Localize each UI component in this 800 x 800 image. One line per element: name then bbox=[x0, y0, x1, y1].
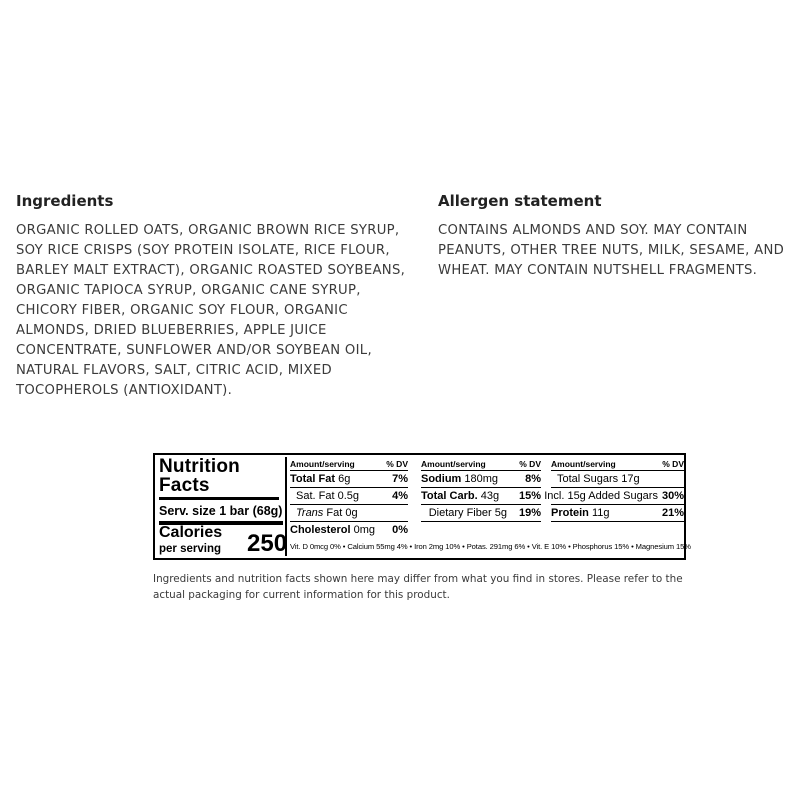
amount-header: Amount/serving bbox=[290, 459, 355, 469]
nutrient-dv: 4% bbox=[392, 490, 408, 502]
nutrient-amount: 17g bbox=[621, 473, 640, 485]
nutrient-name: Dietary Fiber bbox=[428, 507, 492, 519]
nutrient-dv: 19% bbox=[518, 507, 541, 519]
vitamins-minerals: Vit. D 0mcg 0% • Calcium 55mg 4% • Iron 2mg 10% • Potas. 291mg 6% • Vit. E 10% • Phosphorus 15% • Magnesium 15% bbox=[290, 542, 691, 551]
nutrient-name: Incl. 15g Added Sugars bbox=[544, 490, 658, 502]
nutrient-amount: 0.5g bbox=[337, 490, 360, 502]
row-total-sugars bbox=[551, 471, 684, 488]
nutrient-dv: 30% bbox=[661, 490, 684, 502]
allergen-section bbox=[438, 191, 788, 281]
dv-header: % DV bbox=[662, 459, 684, 469]
nutrient-amount: 5g bbox=[494, 507, 507, 519]
amount-header: Amount/serving bbox=[421, 459, 486, 469]
row-added-sugars bbox=[544, 488, 684, 505]
nutrient-amount: 11g bbox=[591, 507, 610, 519]
nutrient-dv: 7% bbox=[392, 473, 408, 485]
calories-label: Calories bbox=[159, 524, 223, 541]
nutrient-column-3 bbox=[544, 459, 684, 522]
nutrition-title-line1: Nutrition bbox=[159, 456, 240, 477]
dv-header: % DV bbox=[386, 459, 408, 469]
nutrient-dv: 15% bbox=[518, 490, 541, 502]
nutrient-name: Trans bbox=[296, 507, 324, 519]
nutrient-name: Total Sugars bbox=[557, 473, 619, 485]
nutrient-amount: 0mg bbox=[353, 524, 375, 536]
row-trans-fat bbox=[290, 505, 408, 522]
row-cholesterol bbox=[290, 522, 408, 538]
allergen-title: Allergen statement bbox=[438, 192, 602, 210]
nutrition-left-block bbox=[159, 457, 287, 556]
amount-header: Amount/serving bbox=[551, 459, 616, 469]
ingredients-section bbox=[16, 191, 416, 401]
column-header bbox=[551, 459, 684, 471]
nutrition-facts-panel bbox=[153, 453, 691, 560]
row-dietary-fiber bbox=[421, 505, 541, 522]
nutrition-title-line2: Facts bbox=[159, 475, 210, 496]
nutrition-title bbox=[159, 457, 279, 500]
row-sodium bbox=[421, 471, 541, 488]
nutrient-dv: 8% bbox=[525, 473, 541, 485]
nutrient-amount: 43g bbox=[480, 490, 500, 502]
nutrient-dv: 21% bbox=[661, 507, 684, 519]
column-header bbox=[290, 459, 408, 471]
column-header bbox=[421, 459, 541, 471]
calories-sub-label: per serving bbox=[159, 543, 221, 555]
row-total-carb bbox=[421, 488, 541, 505]
nutrient-name: Total Carb. bbox=[421, 490, 478, 502]
row-total-fat bbox=[290, 471, 408, 488]
calories-value: 250 bbox=[247, 530, 288, 557]
row-sat-fat bbox=[290, 488, 408, 505]
ingredients-text: ORGANIC ROLLED OATS, ORGANIC BROWN RICE SYRUP, SOY RICE CRISPS (SOY PROTEIN ISOLATE, RICE FLOUR, BARLEY MALT EXTRACT), ORGANIC ROASTED SOYBEANS, ORGANIC TAPIOCA SYRUP, ORGANIC CANE SYRUP, CHICORY FIBER, ORGANIC SOY FLOUR, ORGANIC ALMONDS, DRIED BLUEBERRIES, APPLE JUICE CONCENTRATE, SUNFLOWER AND/OR SOYBEAN OIL, NATURAL FLAVORS, SALT, CITRIC ACID, MIXED TOCOPHEROLS (ANTIOXIDANT). bbox=[16, 223, 406, 398]
serving-size: Serv. size 1 bar (68g) bbox=[159, 500, 283, 525]
dv-header: % DV bbox=[519, 459, 541, 469]
nutrient-dv: 0% bbox=[392, 524, 408, 536]
nutrient-name: Cholesterol bbox=[290, 524, 351, 536]
allergen-text: CONTAINS ALMONDS AND SOY. MAY CONTAIN PEANUTS, OTHER TREE NUTS, MILK, SESAME, AND WHEAT. MAY CONTAIN NUTSHELL FRAGMENTS. bbox=[438, 223, 785, 278]
nutrient-amount: Fat 0g bbox=[326, 507, 358, 519]
nutrient-column-1 bbox=[290, 459, 408, 538]
nutrient-name: Total Fat bbox=[290, 473, 336, 485]
nutrient-name: Sat. Fat bbox=[296, 490, 335, 502]
nutrient-name: Protein bbox=[551, 507, 589, 519]
ingredients-title: Ingredients bbox=[16, 192, 114, 210]
nutrient-name: Sodium bbox=[421, 473, 462, 485]
nutrient-amount: 180mg bbox=[464, 473, 499, 485]
row-protein bbox=[551, 505, 684, 522]
nutrient-amount: 6g bbox=[338, 473, 351, 485]
disclaimer-note: Ingredients and nutrition facts shown here may differ from what you find in stores. Please refer to the actual packaging for current information for this product. bbox=[153, 573, 683, 601]
nutrient-column-2 bbox=[421, 459, 541, 522]
